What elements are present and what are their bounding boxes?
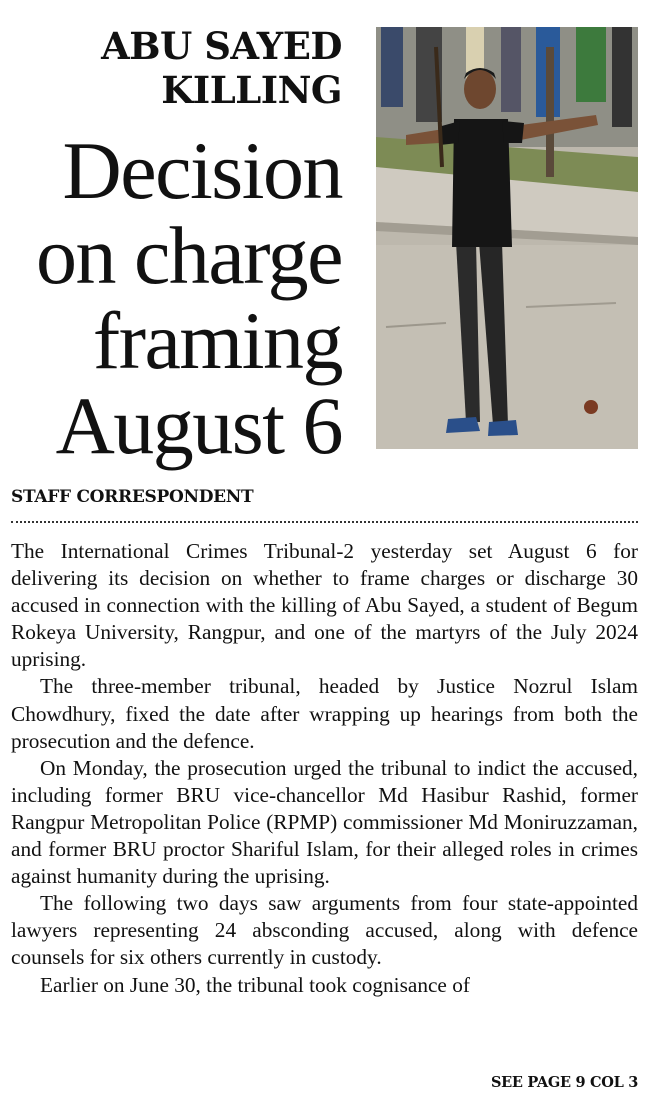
dotted-divider [11, 521, 638, 523]
paragraph-1: The International Crimes Tribunal-2 yesterday set August 6 for delivering its decision on whether to frame charges or discharge 30 accused in connection with the killing of Abu Sayed, a student of Begum Rokeya University, Rangpur, and one of the martyrs of the July 2024 uprising. [11, 539, 638, 672]
kicker-line-1: ABU SAYED [101, 24, 342, 68]
headline-line-1: Decision [62, 125, 342, 216]
paragraph-4: The following two days saw arguments from four state-appointed lawyers representing 24 absconding accused, along with defence counsels for six others currently in custody. [11, 891, 638, 970]
byline: STAFF CORRESPONDENT [11, 487, 254, 507]
headline-line-3: framing [92, 295, 342, 386]
paragraph-2: The three-member tribunal, headed by Justice Nozrul Islam Chowdhury, fixed the date after wrapping up hearings from both the prosecution and the defence. [11, 674, 638, 753]
headline [0, 125, 342, 471]
article-body [11, 538, 638, 999]
paragraph-5: Earlier on June 30, the tribunal took cognisance of [40, 972, 470, 997]
article-photo [376, 27, 638, 449]
continued-jump-line[interactable]: SEE PAGE 9 COL 3 [490, 1074, 638, 1091]
kicker [2, 24, 342, 112]
kicker-line-2: KILLING [161, 68, 342, 112]
headline-line-4: August 6 [55, 380, 342, 471]
paragraph-3: On Monday, the prosecution urged the tribunal to indict the accused, including former BRU vice-chancellor Md Hasibur Rashid, former Rangpur Metropolitan Police (RPMP) commissioner Md Moniruzzaman, and former BRU proctor Shariful Islam, for their alleged roles in crimes against humanity during the uprising. [11, 755, 638, 889]
photo-illustration [376, 27, 638, 449]
headline-line-2: on charge [35, 210, 342, 301]
